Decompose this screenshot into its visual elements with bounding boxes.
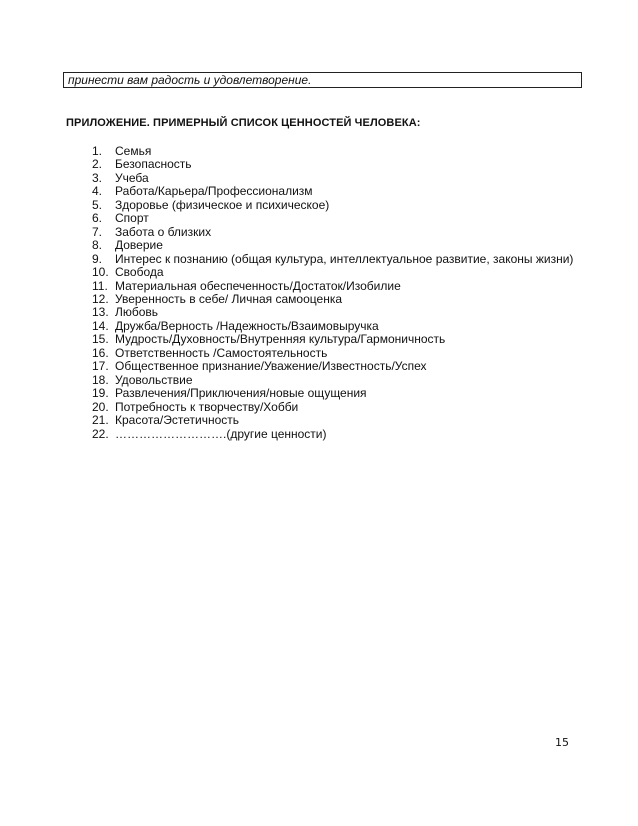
list-item-text: Уверенность в себе/ Личная самооценка [115, 291, 343, 306]
list-item-number: 21. [92, 413, 109, 428]
list-item-number: 6. [92, 211, 103, 226]
list-item-text: Потребность к творчеству/Хобби [115, 399, 299, 414]
list-item [92, 145, 573, 158]
list-item [92, 212, 573, 225]
list-item [92, 266, 573, 279]
list-item-text: Учеба [115, 170, 149, 185]
list-item [92, 360, 573, 373]
list-item-text: Мудрость/Духовность/Внутренняя культура/Гармоничность [115, 332, 446, 347]
list-item [92, 428, 573, 441]
list-item-text: Работа/Карьера/Профессионализм [115, 184, 313, 199]
list-item-number: 17. [92, 359, 109, 374]
page-number: 15 [555, 736, 569, 749]
list-item-text: Семья [115, 144, 152, 158]
list-item-number: 11. [92, 278, 108, 293]
values-list [92, 145, 573, 441]
list-item-text: Интерес к познанию (общая культура, интеллектуальное развитие, законы жизни) [115, 251, 574, 266]
list-item-number: 8. [92, 238, 103, 253]
list-item-number: 14. [92, 318, 109, 333]
list-item [92, 226, 573, 239]
list-item-number: 7. [92, 224, 103, 239]
list-item [92, 333, 573, 346]
list-item-number: 20. [92, 399, 109, 414]
list-item [92, 306, 573, 319]
list-item-text: Спорт [115, 211, 149, 226]
list-item [92, 199, 573, 212]
list-item-number: 13. [92, 305, 109, 320]
list-item-text: Материальная обеспеченность/Достаток/Изобилие [115, 278, 401, 293]
list-item-text: Удовольствие [115, 372, 193, 387]
list-item [92, 185, 573, 198]
list-item [92, 280, 573, 293]
list-item-text: Свобода [115, 265, 164, 280]
list-item [92, 172, 573, 185]
list-item-number: 15. [92, 332, 109, 347]
list-item-number: 4. [92, 184, 103, 199]
list-item-text: ……………………….(другие ценности) [115, 426, 327, 441]
list-item-number: 19. [92, 386, 109, 401]
list-item [92, 347, 573, 360]
list-item [92, 387, 573, 400]
list-item-number: 16. [92, 345, 109, 360]
list-item-number: 18. [92, 372, 109, 387]
list-item-text: Развлечения/Приключения/новые ощущения [115, 386, 367, 401]
list-item [92, 414, 573, 427]
list-item-text: Здоровье (физическое и психическое) [115, 197, 330, 212]
list-item-text: Забота о близких [115, 224, 212, 239]
list-item-text: Безопасность [115, 157, 192, 172]
list-item [92, 293, 573, 306]
list-item-number: 9. [92, 251, 103, 266]
list-item-text: Ответственность /Самостоятельность [115, 345, 328, 360]
list-item [92, 320, 573, 333]
list-item-text: Красота/Эстетичность [115, 413, 240, 428]
list-item-number: 10. [92, 265, 109, 280]
list-item-number: 1. [92, 144, 103, 158]
list-item-number: 5. [92, 197, 103, 212]
list-item-text: Любовь [115, 305, 159, 320]
boxed-text-line: принести вам радость и удовлетворение. [63, 72, 582, 88]
list-item-text: Общественное признание/Уважение/Известность/Успех [115, 359, 427, 374]
list-item-number: 2. [92, 157, 103, 172]
list-item-text: Дружба/Верность /Надежность/Взаимовыручка [115, 318, 379, 333]
list-item-text: Доверие [115, 238, 163, 253]
list-item [92, 374, 573, 387]
list-item [92, 401, 573, 414]
list-item [92, 239, 573, 252]
list-item-number: 12. [92, 291, 109, 306]
list-item-number: 22. [92, 426, 109, 441]
list-item-number: 3. [92, 170, 103, 185]
list-item [92, 253, 573, 266]
list-item [92, 158, 573, 171]
appendix-title: ПРИЛОЖЕНИЕ. ПРИМЕРНЫЙ СПИСОК ЦЕННОСТЕЙ ЧЕЛОВЕКА: [66, 117, 421, 129]
